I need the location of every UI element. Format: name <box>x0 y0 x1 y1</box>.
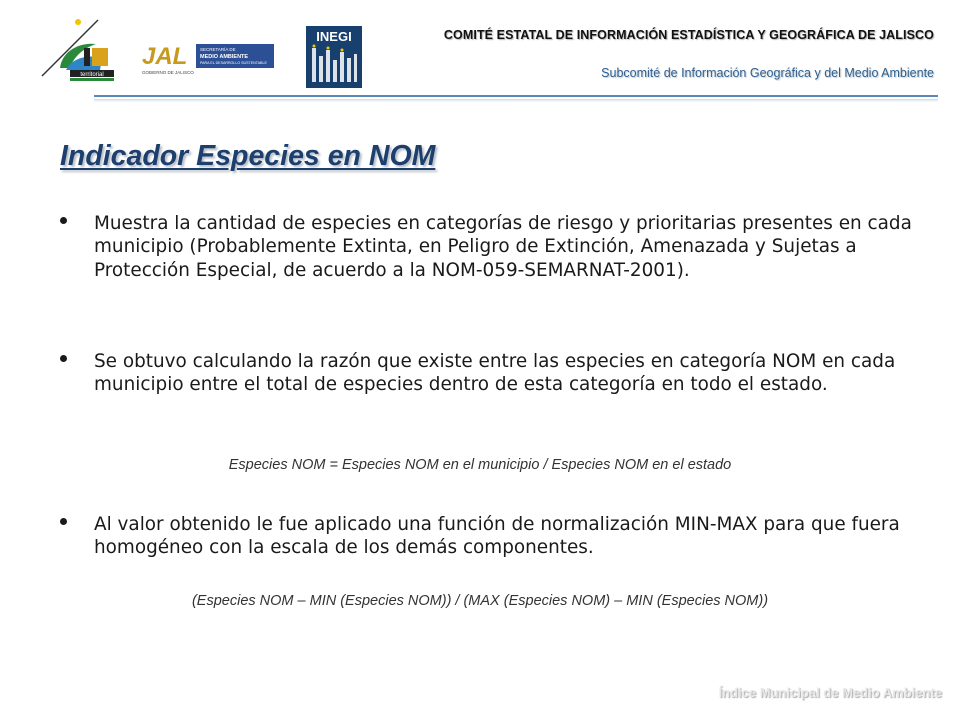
bullet-text: Muestra la cantidad de especies en categorías de riesgo y prioritarias presentes en cada municipio (Probablemente Extinta, en Peligro de Extinción, Amenazada y Sujetas a Protección Especial, de acuerdo a la NOM-059-SEMARNAT-2001). <box>94 213 912 281</box>
formula-normalization: (Especies NOM – MIN (Especies NOM)) / (MAX (Especies NOM) – MIN (Especies NOM)) <box>191 593 769 609</box>
bullet-text: Se obtuvo calculando la razón que existe entre las especies en categoría NOM en cada municipio entre el total de especies dentro de esta categoría en todo el estado. <box>94 351 896 396</box>
svg-text:MEDIO AMBIENTE: MEDIO AMBIENTE <box>200 54 249 60</box>
svg-text:JAL: JAL <box>142 43 188 70</box>
svg-text:territorial: territorial <box>80 72 104 78</box>
svg-text:INEGI: INEGI <box>316 29 352 44</box>
header-divider-shadow <box>94 99 938 102</box>
svg-text:SECRETARÍA DE: SECRETARÍA DE <box>200 47 236 52</box>
bullet-dot <box>60 355 67 362</box>
jalisco-logo <box>140 40 276 80</box>
svg-text:GOBIERNO DE JALISCO: GOBIERNO DE JALISCO <box>142 70 194 75</box>
bullet-dot <box>60 217 67 224</box>
footer-label: Índice Municipal de Medio Ambiente <box>718 685 942 700</box>
svg-text:PARA EL DESARROLLO SUSTENTABLE: PARA EL DESARROLLO SUSTENTABLE <box>200 61 267 65</box>
subcommittee-title: Subcomité de Información Geográfica y del Medio Ambiente <box>601 66 934 80</box>
bullet-item <box>60 513 920 560</box>
header-logos <box>36 14 376 94</box>
header-divider <box>94 95 938 97</box>
committee-title: COMITÉ ESTATAL DE INFORMACIÓN ESTADÍSTICA Y GEOGRÁFICA DE JALISCO <box>443 28 934 42</box>
bullet-item <box>60 350 920 397</box>
formula-ratio: Especies NOM = Especies NOM en el municipio / Especies NOM en el estado <box>228 457 732 473</box>
bullet-dot <box>60 518 67 525</box>
inegi-logo <box>306 26 362 88</box>
bullet-text: Al valor obtenido le fue aplicado una función de normalización MIN-MAX para que fuera homogéneo con la escala de los demás componentes. <box>94 514 900 559</box>
territorial-logo <box>40 18 130 94</box>
bullet-item <box>60 212 920 282</box>
slide-title: Indicador Especies en NOM <box>60 140 436 172</box>
